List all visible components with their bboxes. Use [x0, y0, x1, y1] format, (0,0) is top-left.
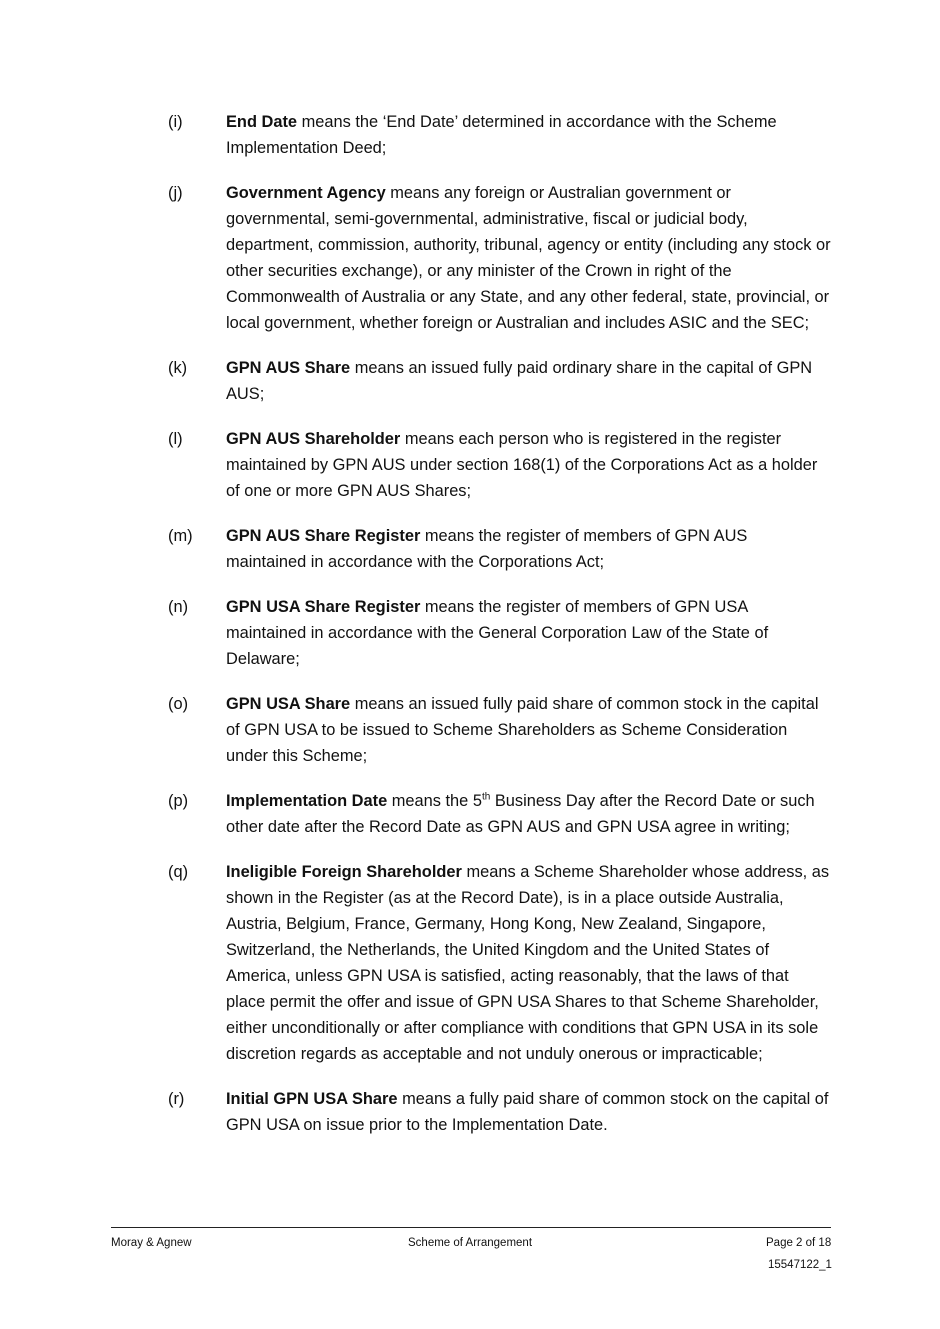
- definition-gpn-usa-share-register: [0, 594, 940, 672]
- definition-body: means the register of members of GPN AUS maintained in accordance with the Corporations Act;: [226, 527, 748, 571]
- definition-body: means the register of members of GPN USA maintained in accordance with the General Corporation Law of the State of Delaware;: [226, 598, 769, 668]
- defined-term: GPN USA Share: [226, 695, 351, 713]
- definition-body: means a Scheme Shareholder whose address, as shown in the Register (as at the Record Date), is in a place outside Australia, Austria, Belgium, France, Germany, Hong Kong, New Zealand, Singapore, Switzerland, the Netherlands, the United Kingdom and the United States of America, unless GPN USA is satisfied, acting reasonably, that the laws of that place permit the offer and issue of GPN USA Shares to that Scheme Shareholder, either unconditionally or after compliance with conditions that GPN USA in its sole discretion regards as acceptable and not unduly onerous or impracticable;: [226, 863, 830, 1063]
- defined-term: GPN USA Share Register: [226, 598, 421, 616]
- defined-term: Initial GPN USA Share: [226, 1090, 398, 1108]
- definition-text: [226, 691, 832, 769]
- definition-body: means an issued fully paid share of common stock in the capital of GPN USA to be issued to Scheme Shareholders as Scheme Consideration under this Scheme;: [226, 695, 819, 765]
- footer-divider: [111, 1227, 831, 1228]
- definition-initial-gpn-usa-share: [0, 1086, 940, 1138]
- definition-body-continued: Business Day after the Record Date or such other date after the Record Date as GPN AUS and GPN USA agree in writing;: [226, 792, 815, 836]
- definition-text: [226, 523, 832, 575]
- definition-text: [226, 180, 832, 336]
- definition-label: (q): [168, 863, 189, 881]
- definition-text: [226, 788, 832, 840]
- definition-label: (m): [168, 527, 193, 545]
- definitions-list: [0, 109, 940, 1157]
- definition-text: [226, 355, 832, 407]
- definition-body: means the ‘End Date’ determined in accordance with the Scheme Implementation Deed;: [226, 113, 777, 157]
- definition-implementation-date: [0, 788, 940, 840]
- definition-text: [226, 109, 832, 161]
- defined-term: GPN AUS Share Register: [226, 527, 421, 545]
- definition-text: [226, 1086, 832, 1138]
- definition-text: [226, 426, 832, 504]
- definition-body: means any foreign or Australian government or governmental, semi-governmental, administrative, fiscal or judicial body, department, commission, authority, tribunal, agency or entity (including any stock or other securities exchange), or any minister of the Crown in right of the Commonwealth of Australia or any State, and any other federal, state, provincial, or local government, whether foreign or Australian and includes ASIC and the SEC;: [226, 184, 831, 332]
- definition-end-date: [0, 109, 940, 161]
- footer-document-id: 15547122_1: [768, 1259, 832, 1271]
- definition-body: means an issued fully paid ordinary share in the capital of GPN AUS;: [226, 359, 813, 403]
- definition-gpn-aus-share: [0, 355, 940, 407]
- defined-term: End Date: [226, 113, 298, 131]
- definition-body: means the 5: [387, 792, 482, 810]
- footer-page-number: Page 2 of 18: [766, 1237, 832, 1249]
- defined-term: Ineligible Foreign Shareholder: [226, 863, 462, 881]
- defined-term: Government Agency: [226, 184, 386, 202]
- definition-body: means each person who is registered in the register maintained by GPN AUS under section 168(1) of the Corporations Act as a holder of one or more GPN AUS Shares;: [226, 430, 818, 500]
- definition-label: (n): [168, 598, 189, 616]
- defined-term: GPN AUS Share: [226, 359, 351, 377]
- footer-document-title: Scheme of Arrangement: [408, 1237, 533, 1249]
- ordinal-suffix: th: [481, 791, 491, 803]
- defined-term: GPN AUS Shareholder: [226, 430, 401, 448]
- definition-text: [226, 859, 832, 1067]
- definition-text: [226, 594, 832, 672]
- definition-label: (o): [168, 695, 189, 713]
- definition-label: (i): [168, 113, 183, 131]
- definition-label: (p): [168, 792, 189, 810]
- definition-government-agency: [0, 180, 940, 336]
- definition-label: (r): [168, 1090, 185, 1108]
- defined-term: Implementation Date: [226, 792, 388, 810]
- definition-ineligible-foreign-shareholder: [0, 859, 940, 1067]
- definition-body: means a fully paid share of common stock on the capital of GPN USA on issue prior to the Implementation Date.: [226, 1090, 829, 1134]
- definition-label: (j): [168, 184, 183, 202]
- footer-firm-name: Moray & Agnew: [111, 1237, 192, 1249]
- definition-label: (l): [168, 430, 183, 448]
- definition-gpn-usa-share: [0, 691, 940, 769]
- definition-gpn-aus-share-register: [0, 523, 940, 575]
- definition-gpn-aus-shareholder: [0, 426, 940, 504]
- definition-label: (k): [168, 359, 188, 377]
